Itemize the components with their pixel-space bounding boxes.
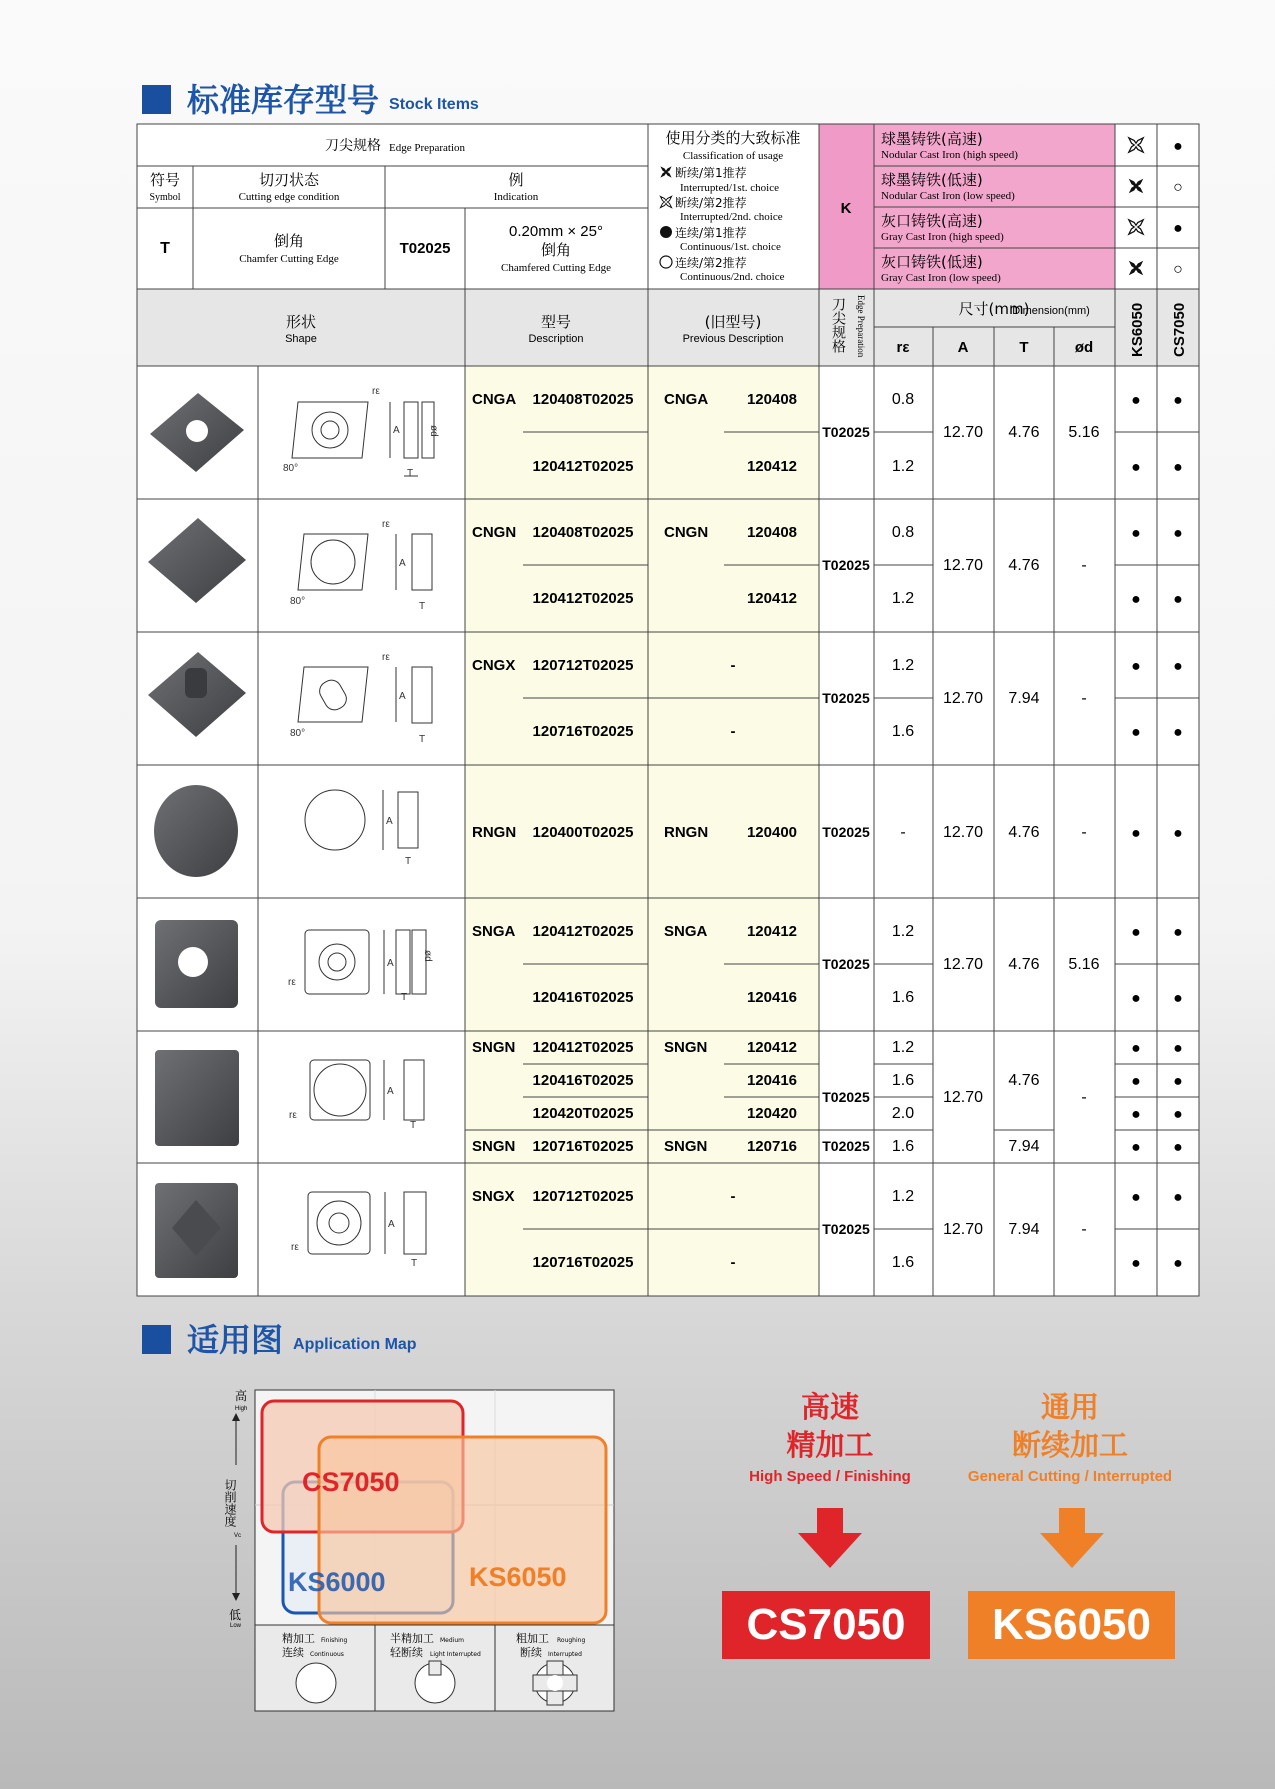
grade-ks6050-mark: ● xyxy=(1131,658,1141,675)
old-model-group: CNGN xyxy=(664,524,709,541)
old-model: - xyxy=(730,1188,736,1205)
old-model: 120716 xyxy=(746,1138,798,1155)
t-label: T xyxy=(419,601,426,612)
edge-prep-value: T02025 xyxy=(822,824,870,840)
t-label: T xyxy=(407,468,414,479)
rngn-photo xyxy=(154,785,238,877)
t-value: 4.76 xyxy=(1008,557,1040,574)
rec-general xyxy=(940,1388,1200,1485)
model-group: SNGN xyxy=(472,1039,516,1056)
y-axis-en: Vc xyxy=(234,1533,242,1539)
material-2-zh: 球墨铸铁(低速) xyxy=(881,171,983,189)
angle-label: 80° xyxy=(283,463,299,474)
model-description: 120716T02025 xyxy=(532,1254,634,1271)
re-value: 1.2 xyxy=(891,1188,915,1205)
material-4-en: Gray Cast Iron (low speed) xyxy=(881,272,1001,284)
angle-label: 80° xyxy=(290,728,306,739)
grade-cs7050-mark: ● xyxy=(1173,1106,1183,1123)
old-model-group: SNGA xyxy=(664,923,708,940)
material-2-mark: ○ xyxy=(1173,179,1183,196)
edge-prep-en-vertical: Edge Preparation xyxy=(856,295,866,358)
model-description: 120412T02025 xyxy=(532,590,634,607)
re-value: - xyxy=(900,824,906,841)
y-axis-zh: 切削速度 xyxy=(223,1479,237,1527)
y-low-zh: 低 xyxy=(229,1608,242,1622)
model-description: 120400T02025 xyxy=(532,824,634,841)
col-1-zh2: 连续 xyxy=(282,1646,304,1659)
material-1-mark: ● xyxy=(1173,138,1183,155)
od-value: - xyxy=(1081,690,1087,707)
app-title-en: Application Map xyxy=(293,1336,417,1353)
col-2-zh2: 轻断续 xyxy=(390,1646,423,1659)
y-high-en: High xyxy=(235,1406,248,1412)
usage-3-en: Continuous/1st. choice xyxy=(680,241,781,253)
model-group: RNGN xyxy=(472,824,517,841)
grade-ks6050-mark: ● xyxy=(1131,724,1141,741)
model-description: 120408T02025 xyxy=(532,391,634,408)
open-circle-icon xyxy=(660,256,672,268)
edge-prep-value: T02025 xyxy=(822,690,870,706)
grade-ks6050-header: KS6050 xyxy=(1129,302,1146,357)
a-header: A xyxy=(957,339,969,356)
stock-title-zh: 标准库存型号 xyxy=(187,82,380,118)
grade-ks6050-mark: ● xyxy=(1131,1073,1141,1090)
t-value: 4.76 xyxy=(1008,1072,1040,1089)
filled-circle-icon xyxy=(660,226,672,238)
od-value: - xyxy=(1081,1089,1087,1106)
grade-cs7050-mark: ● xyxy=(1173,1073,1183,1090)
re-value: 1.2 xyxy=(891,923,915,940)
grade-cs7050-mark: ● xyxy=(1173,1255,1183,1272)
model-group: CNGX xyxy=(472,657,516,674)
old-en: Previous Description xyxy=(682,333,784,345)
model-group: CNGA xyxy=(472,391,517,408)
t-value: 7.94 xyxy=(1008,690,1040,707)
sngn-photo xyxy=(155,1050,239,1146)
edge-prep-value: T02025 xyxy=(822,557,870,573)
chamfer-en: Chamfer Cutting Edge xyxy=(239,253,339,265)
a-value: 12.70 xyxy=(942,690,984,707)
col-3-zh1: 粗加工 xyxy=(516,1632,549,1645)
t-value: 4.76 xyxy=(1008,424,1040,441)
od-header: ød xyxy=(1074,339,1094,356)
model-description: 120416T02025 xyxy=(532,989,634,1006)
t-label: T xyxy=(405,856,412,867)
application-map xyxy=(220,1385,620,1715)
a-label: A xyxy=(399,691,406,702)
model-description: 120412T02025 xyxy=(532,458,634,475)
usage-4-en: Continuous/2nd. choice xyxy=(680,271,785,283)
a-value: 12.70 xyxy=(942,424,984,441)
grade-ks6050-mark: ● xyxy=(1131,591,1141,608)
material-3-zh: 灰口铸铁(高速) xyxy=(881,212,983,230)
chamfer-zh: 倒角 xyxy=(273,232,305,250)
usage-2-en: Interrupted/2nd. choice xyxy=(680,211,783,223)
arrow-down-red-icon xyxy=(780,1508,880,1570)
re-label: rε xyxy=(382,519,390,530)
app-title-zh: 适用图 xyxy=(187,1322,284,1358)
re-value: 1.2 xyxy=(891,657,915,674)
dim-zh: 尺寸(mm) xyxy=(958,300,1030,318)
t-value: 4.76 xyxy=(1008,956,1040,973)
grade-cs7050-mark: ● xyxy=(1173,459,1183,476)
edge-prep-value: T02025 xyxy=(822,424,870,440)
col-2-en1: Medium xyxy=(440,1637,464,1644)
indication-line1: 0.20mm × 25° xyxy=(509,223,603,240)
re-label: rε xyxy=(289,1110,297,1121)
grade-ks6050-mark: ● xyxy=(1131,1040,1141,1057)
grade-cs7050-mark: ● xyxy=(1173,1189,1183,1206)
old-model: - xyxy=(730,657,736,674)
old-model: 120412 xyxy=(746,590,798,607)
usage-title-en: Classification of usage xyxy=(682,150,784,162)
grade-cs7050-mark: ● xyxy=(1173,724,1183,741)
usage-title-zh: 使用分类的大致标准 xyxy=(665,129,801,147)
grade-cs7050-mark: ● xyxy=(1173,658,1183,675)
re-value: 2.0 xyxy=(891,1105,915,1122)
a-label: A xyxy=(387,958,394,969)
re-value: 1.6 xyxy=(891,989,915,1006)
usage-3-zh: 连续/第1推荐 xyxy=(675,226,747,240)
usage-4-zh: 连续/第2推荐 xyxy=(675,256,747,270)
model-group: SNGN xyxy=(472,1138,516,1155)
old-model: - xyxy=(730,723,736,740)
old-model-group: SNGN xyxy=(664,1039,708,1056)
re-value: 1.2 xyxy=(891,1039,915,1056)
material-4-mark: ○ xyxy=(1173,261,1183,278)
old-model: 120408 xyxy=(746,524,798,541)
model-description: 120412T02025 xyxy=(532,923,634,940)
a-label: A xyxy=(399,558,406,569)
a-value: 12.70 xyxy=(942,1221,984,1238)
old-model-group: SNGN xyxy=(664,1138,708,1155)
t-header: T xyxy=(1019,339,1029,356)
edge-code: T02025 xyxy=(399,240,451,257)
old-model: 120420 xyxy=(746,1105,798,1122)
edge-prep-value: T02025 xyxy=(822,956,870,972)
re-header: rε xyxy=(896,339,910,356)
old-model: 120400 xyxy=(746,824,798,841)
old-model-group: CNGA xyxy=(664,391,709,408)
material-3-mark: ● xyxy=(1173,220,1183,237)
model-group: SNGA xyxy=(472,923,516,940)
a-label: A xyxy=(386,816,393,827)
model-group: CNGN xyxy=(472,524,517,541)
shape-zh: 形状 xyxy=(285,313,317,331)
arrow-down-orange-icon xyxy=(1022,1508,1122,1570)
a-value: 12.70 xyxy=(942,956,984,973)
example-zh: 例 xyxy=(508,171,524,189)
re-value: 1.2 xyxy=(891,458,915,475)
model-description: 120712T02025 xyxy=(532,1188,634,1205)
snga-photo xyxy=(155,920,238,1008)
arrow-up-icon xyxy=(232,1413,240,1421)
grade-cs7050-mark: ● xyxy=(1173,990,1183,1007)
re-label: rε xyxy=(288,977,296,988)
od-value: 5.16 xyxy=(1068,956,1100,973)
title-square-icon xyxy=(142,1325,171,1354)
model-zh: 型号 xyxy=(540,313,572,331)
edge-prep-value: T02025 xyxy=(822,1089,870,1105)
grade-ks6050-mark: ● xyxy=(1131,924,1141,941)
col-3-en1: Roughing xyxy=(557,1637,586,1644)
grade-cs7050-mark: ● xyxy=(1173,525,1183,542)
material-1-en: Nodular Cast Iron (high speed) xyxy=(881,149,1018,161)
model-en: Description xyxy=(528,333,584,345)
old-model: 120412 xyxy=(746,458,798,475)
grade-cs7050-mark: ● xyxy=(1173,825,1183,842)
t-value: 7.94 xyxy=(1008,1138,1040,1155)
old-model: 120416 xyxy=(746,989,798,1006)
k-label: K xyxy=(840,200,852,217)
t-value: 7.94 xyxy=(1008,1221,1040,1238)
grade-ks6050-mark: ● xyxy=(1131,1139,1141,1156)
old-model: 120416 xyxy=(746,1072,798,1089)
old-model: 120412 xyxy=(746,923,798,940)
model-description: 120716T02025 xyxy=(532,1138,634,1155)
rec-2-zh2: 断续加工 xyxy=(1011,1428,1128,1462)
re-label: rε xyxy=(372,386,380,397)
stock-title-en: Stock Items xyxy=(389,96,479,113)
col-1-en1: Finishing xyxy=(321,1637,348,1644)
rec-high-speed xyxy=(700,1388,960,1485)
model-description: 120712T02025 xyxy=(532,657,634,674)
edge-prep-zh-vertical: 刀尖规格 xyxy=(830,297,846,353)
re-value: 0.8 xyxy=(891,391,915,408)
continuous-circle-icon xyxy=(296,1663,336,1703)
grade-ks6050-mark: ● xyxy=(1131,825,1141,842)
rec-2-en: General Cutting / Interrupted xyxy=(967,1468,1173,1485)
model-description: 120412T02025 xyxy=(532,1039,634,1056)
grade-ks6050-mark: ● xyxy=(1131,525,1141,542)
col-3-zh2: 断续 xyxy=(520,1646,542,1659)
cutting-edge-zh: 切刃状态 xyxy=(258,171,320,189)
model-description: 120420T02025 xyxy=(532,1105,634,1122)
ks6000-label: KS6000 xyxy=(288,1567,386,1597)
re-label: rε xyxy=(382,652,390,663)
od-label: ød xyxy=(428,425,439,437)
grade-cs7050-mark: ● xyxy=(1173,1040,1183,1057)
material-3-en: Gray Cast Iron (high speed) xyxy=(881,231,1004,243)
material-1-zh: 球墨铸铁(高速) xyxy=(881,130,983,148)
usage-1-en: Interrupted/1st. choice xyxy=(680,182,779,194)
sngx-photo xyxy=(155,1183,238,1278)
symbol-zh: 符号 xyxy=(149,171,181,189)
grade-ks6050-mark: ● xyxy=(1131,459,1141,476)
col-3-en2: Interrupted xyxy=(548,1651,582,1658)
grade-ks6050-mark: ● xyxy=(1131,392,1141,409)
symbol-value: T xyxy=(160,240,170,257)
a-label: A xyxy=(387,1086,394,1097)
example-en: Indication xyxy=(493,191,539,203)
usage-1-zh: 断续/第1推荐 xyxy=(675,166,747,180)
old-zh: (旧型号) xyxy=(704,313,762,331)
re-value: 1.6 xyxy=(891,1138,915,1155)
t-label: T xyxy=(419,734,426,745)
ks6050-label: KS6050 xyxy=(469,1562,567,1592)
y-high-zh: 高 xyxy=(235,1389,248,1403)
od-value: - xyxy=(1081,824,1087,841)
grade-cs7050-badge: CS7050 xyxy=(722,1591,930,1659)
re-value: 1.6 xyxy=(891,1072,915,1089)
old-model-group: RNGN xyxy=(664,824,709,841)
t-label: T xyxy=(411,1258,418,1269)
grade-ks6050-badge: KS6050 xyxy=(968,1591,1175,1659)
model-description: 120716T02025 xyxy=(532,723,634,740)
model-group: SNGX xyxy=(472,1188,515,1205)
re-value: 0.8 xyxy=(891,524,915,541)
rec-1-zh1: 高速 xyxy=(800,1390,859,1424)
a-label: A xyxy=(388,1219,395,1230)
grade-cs7050-mark: ● xyxy=(1173,1139,1183,1156)
re-value: 1.2 xyxy=(891,590,915,607)
edge-prep-en: Edge Preparation xyxy=(388,142,466,154)
a-value: 12.70 xyxy=(942,824,984,841)
col-1-zh1: 精加工 xyxy=(282,1632,315,1645)
symbol-en: Symbol xyxy=(149,192,181,203)
edge-prep-value: T02025 xyxy=(822,1221,870,1237)
rec-2-zh1: 通用 xyxy=(1040,1390,1099,1424)
grade-ks6050-mark: ● xyxy=(1131,1189,1141,1206)
grade-ks6050-mark: ● xyxy=(1131,1106,1141,1123)
re-value: 1.6 xyxy=(891,723,915,740)
t-value: 4.76 xyxy=(1008,824,1040,841)
old-model: 120412 xyxy=(746,1039,798,1056)
indication-en: Chamfered Cutting Edge xyxy=(501,262,611,274)
grade-ks6050-mark: ● xyxy=(1131,1255,1141,1272)
a-value: 12.70 xyxy=(942,557,984,574)
dim-en: Dimension(mm) xyxy=(1012,305,1090,317)
col-1-en2: Continuous xyxy=(310,1651,344,1658)
re-label: rε xyxy=(291,1242,299,1253)
a-label: A xyxy=(393,425,400,436)
edge-prep-value: T02025 xyxy=(822,1138,870,1154)
col-2-zh1: 半精加工 xyxy=(390,1632,434,1645)
arrow-down-icon xyxy=(232,1593,240,1601)
col-2-en2: Light Interrupted xyxy=(430,1651,481,1658)
t-label: T xyxy=(410,1120,417,1131)
re-value: 1.6 xyxy=(891,1254,915,1271)
grade-ks6050-mark: ● xyxy=(1131,990,1141,1007)
od-value: 5.16 xyxy=(1068,424,1100,441)
grade-cs7050-mark: ● xyxy=(1173,392,1183,409)
grade-cs7050-mark: ● xyxy=(1173,591,1183,608)
rec-1-zh2: 精加工 xyxy=(786,1428,874,1462)
rec-1-en: High Speed / Finishing xyxy=(749,1468,911,1485)
cs7050-label: CS7050 xyxy=(302,1467,400,1497)
model-description: 120416T02025 xyxy=(532,1072,634,1089)
indication-zh: 倒角 xyxy=(540,241,572,259)
t-label: T xyxy=(401,992,408,1003)
material-2-en: Nodular Cast Iron (low speed) xyxy=(881,190,1015,202)
grade-cs7050-header: CS7050 xyxy=(1171,302,1188,357)
old-model: - xyxy=(730,1254,736,1271)
y-low-en: Low xyxy=(230,1623,242,1629)
angle-label: 80° xyxy=(290,596,306,607)
edge-prep-zh: 刀尖规格 xyxy=(325,138,381,154)
od-value: - xyxy=(1081,1221,1087,1238)
model-description: 120408T02025 xyxy=(532,524,634,541)
cutting-edge-en: Cutting edge condition xyxy=(238,191,340,203)
od-label: ød xyxy=(422,950,433,962)
od-value: - xyxy=(1081,557,1087,574)
a-value: 12.70 xyxy=(942,1089,984,1106)
grade-cs7050-mark: ● xyxy=(1173,924,1183,941)
old-model: 120408 xyxy=(746,391,798,408)
material-4-zh: 灰口铸铁(低速) xyxy=(881,253,983,271)
usage-2-zh: 断续/第2推荐 xyxy=(675,196,747,210)
application-map-title xyxy=(142,1322,417,1358)
shape-en: Shape xyxy=(285,333,317,345)
